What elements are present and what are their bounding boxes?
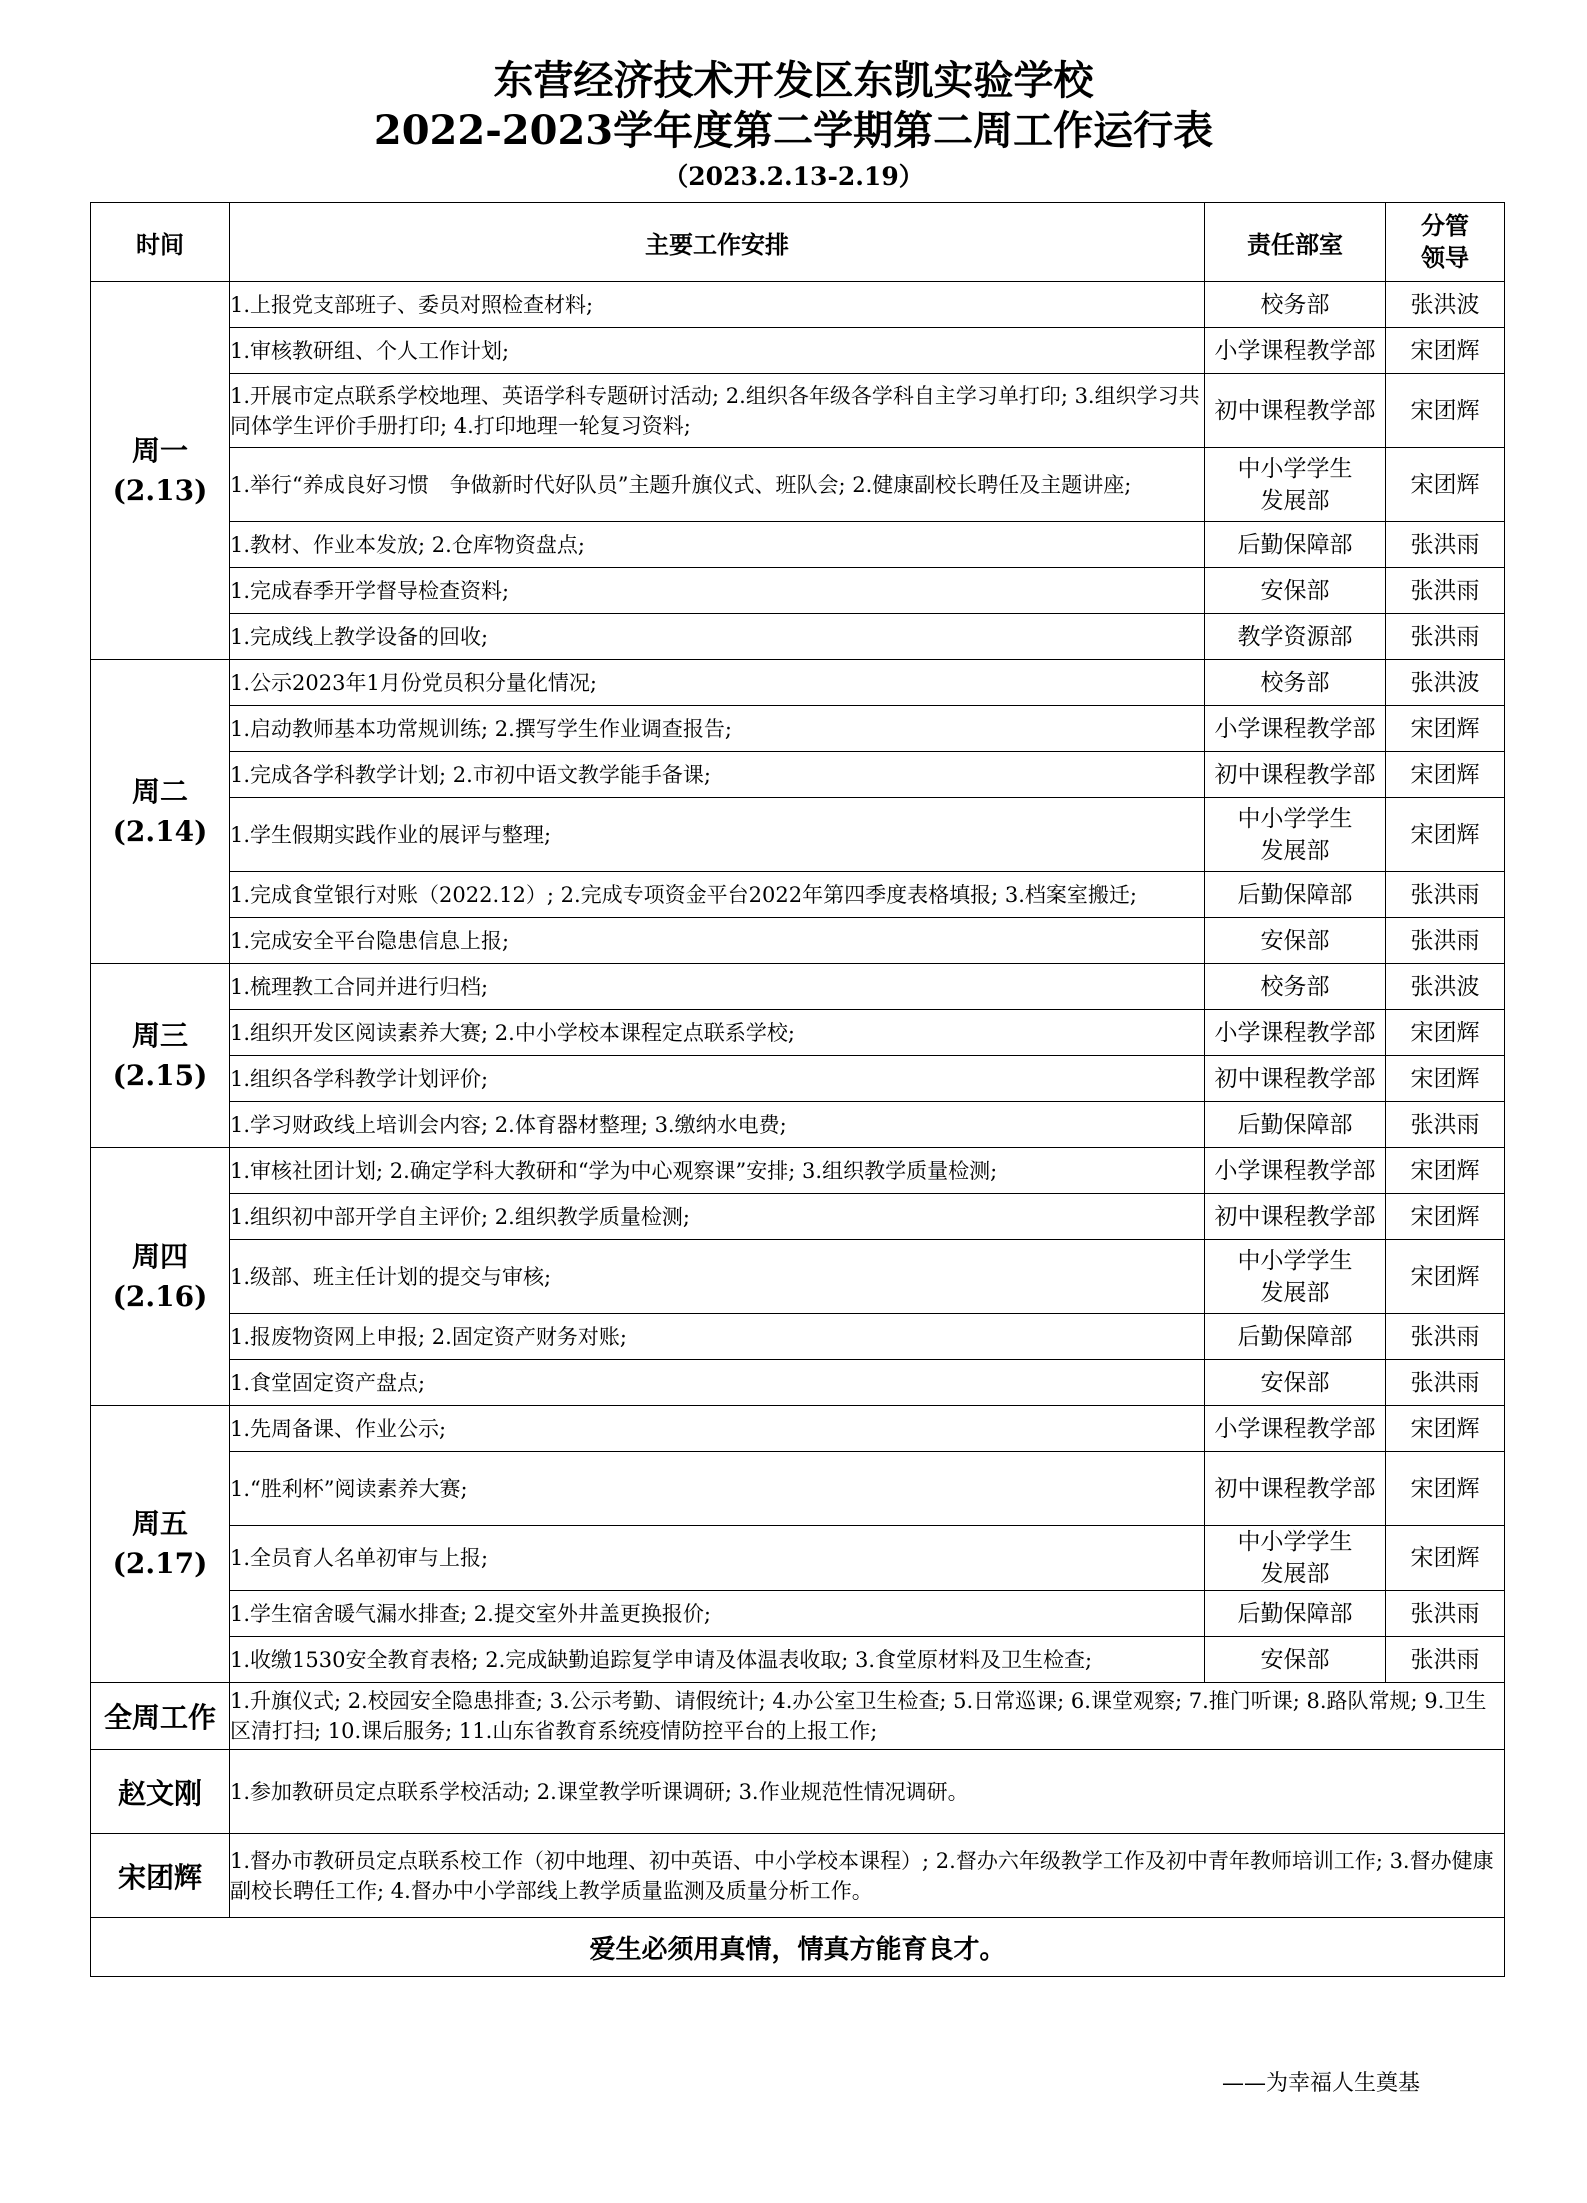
task-cell: 1.报废物资网上申报; 2.固定资产财务对账; (230, 1314, 1205, 1360)
leader-cell: 张洪雨 (1386, 1314, 1505, 1360)
dept-cell (1205, 918, 1386, 964)
dept-cell (1205, 1010, 1386, 1056)
header-dept: 责任部室 (1205, 203, 1386, 282)
task-cell: 1.学生假期实践作业的展评与整理; (230, 798, 1205, 872)
day-cell (91, 1148, 230, 1406)
day-cell (91, 660, 230, 964)
leader-duties: 1.督办市教研员定点联系校工作（初中地理、初中英语、中小学校本课程）; 2.督办六年级教学工作及初中青年教师培训工作; 3.督办健康副校长聘任工作; 4.督办中小学部线上教学质量监测及质量分析工作。 (230, 1834, 1505, 1918)
header-leader-text: 分管领导 (1421, 212, 1469, 272)
schedule-title: 2022-2023学年度第二学期第二周工作运行表 (373, 107, 1214, 154)
leader-cell: 张洪波 (1386, 964, 1505, 1010)
dept-cell (1205, 1406, 1386, 1452)
task-cell: 1.审核社团计划; 2.确定学科大教研和“学为中心观察课”安排; 3.组织教学质量检测; (230, 1148, 1205, 1194)
leader-name: 宋团辉 (91, 1834, 230, 1918)
leader-name: 赵文刚 (91, 1750, 230, 1834)
table-row (91, 1637, 1505, 1683)
header-time: 时间 (91, 203, 230, 282)
leader-cell: 张洪雨 (1386, 1591, 1505, 1637)
leader-cell: 宋团辉 (1386, 448, 1505, 522)
task-cell: 1.学习财政线上培训会内容; 2.体育器材整理; 3.缴纳水电费; (230, 1102, 1205, 1148)
table-row (91, 1406, 1505, 1452)
header-tasks: 主要工作安排 (230, 203, 1205, 282)
motto-row (91, 1918, 1505, 1977)
task-cell: 1.梳理教工合同并进行归档; (230, 964, 1205, 1010)
leader-cell: 宋团辉 (1386, 1056, 1505, 1102)
table-row (91, 1056, 1505, 1102)
dept-name: 中小学学生发展部 (1237, 1529, 1353, 1587)
schedule-body (91, 282, 1505, 1977)
task-cell: 1.开展市定点联系学校地理、英语学科专题研讨活动; 2.组织各年级各学科自主学习单打印; 3.组织学习共同体学生评价手册打印; 4.打印地理一轮复习资料; (230, 374, 1205, 448)
day-date: (2.17) (112, 1547, 208, 1580)
table-row (91, 448, 1505, 522)
task-cell: 1.组织各学科教学计划评价; (230, 1056, 1205, 1102)
dept-name: 小学课程教学部 (1214, 715, 1376, 742)
leader-cell: 张洪雨 (1386, 522, 1505, 568)
day-cell (91, 964, 230, 1148)
table-row (91, 1102, 1505, 1148)
dept-name: 小学课程教学部 (1214, 1019, 1376, 1046)
task-cell: 1.举行“养成良好习惯 争做新时代好队员”主题升旗仪式、班队会; 2.健康副校长聘任及主题讲座; (230, 448, 1205, 522)
dept-cell (1205, 568, 1386, 614)
table-row (91, 918, 1505, 964)
day-name: 周三 (131, 1018, 188, 1052)
leader-cell: 宋团辉 (1386, 752, 1505, 798)
leader-cell: 宋团辉 (1386, 1148, 1505, 1194)
leader-cell: 张洪雨 (1386, 568, 1505, 614)
dept-cell (1205, 448, 1386, 522)
dept-name: 小学课程教学部 (1214, 1157, 1376, 1184)
dept-name: 中小学学生发展部 (1237, 1247, 1353, 1306)
dept-cell (1205, 752, 1386, 798)
dept-name: 后勤保障部 (1237, 1323, 1353, 1350)
date-range: （2023.2.13-2.19） (663, 162, 924, 191)
task-cell: 1.完成线上教学设备的回收; (230, 614, 1205, 660)
dept-name: 中小学学生发展部 (1237, 455, 1353, 514)
dept-name: 后勤保障部 (1237, 531, 1353, 558)
dept-cell (1205, 706, 1386, 752)
day-name: 周二 (131, 774, 188, 808)
day-name: 周一 (131, 433, 188, 467)
day-date: (2.14) (112, 814, 208, 848)
leader-cell: 宋团辉 (1386, 706, 1505, 752)
day-name: 周四 (131, 1239, 188, 1273)
school-title: 东营经济技术开发区东凯实验学校 (493, 57, 1094, 104)
dept-cell (1205, 660, 1386, 706)
table-row (91, 1010, 1505, 1056)
dept-name: 安保部 (1260, 577, 1330, 604)
table-row (91, 1526, 1505, 1591)
dept-name: 校务部 (1260, 973, 1330, 1000)
dept-cell (1205, 964, 1386, 1010)
table-row (91, 282, 1505, 328)
table-row (91, 328, 1505, 374)
header-leader (1386, 203, 1505, 282)
task-cell: 1.先周备课、作业公示; (230, 1406, 1205, 1452)
full-week-row (91, 1683, 1505, 1750)
leader-cell: 宋团辉 (1386, 328, 1505, 374)
dept-cell (1205, 1240, 1386, 1314)
leader-cell: 宋团辉 (1386, 1194, 1505, 1240)
dept-cell (1205, 1591, 1386, 1637)
task-cell: 1.全员育人名单初审与上报; (230, 1526, 1205, 1591)
task-cell: 1.完成春季开学督导检查资料; (230, 568, 1205, 614)
document-header (0, 56, 1587, 196)
task-cell: 1.启动教师基本功常规训练; 2.撰写学生作业调查报告; (230, 706, 1205, 752)
dept-name: 初中课程教学部 (1214, 1475, 1376, 1502)
leader-cell: 张洪波 (1386, 660, 1505, 706)
table-row (91, 872, 1505, 918)
leader-duty-row (91, 1834, 1505, 1918)
table-row (91, 568, 1505, 614)
dept-name: 中小学学生发展部 (1237, 805, 1353, 864)
leader-cell: 宋团辉 (1386, 1452, 1505, 1526)
schedule-table (90, 202, 1505, 1977)
leader-cell: 宋团辉 (1386, 1240, 1505, 1314)
leader-duties: 1.参加教研员定点联系学校活动; 2.课堂教学听课调研; 3.作业规范性情况调研。 (230, 1750, 1505, 1834)
table-row (91, 1314, 1505, 1360)
dept-cell (1205, 522, 1386, 568)
dept-cell (1205, 282, 1386, 328)
table-row (91, 614, 1505, 660)
leader-cell: 张洪雨 (1386, 1102, 1505, 1148)
dept-cell (1205, 1056, 1386, 1102)
task-cell: 1.上报党支部班子、委员对照检查材料; (230, 282, 1205, 328)
dept-name: 后勤保障部 (1237, 881, 1353, 908)
task-cell: 1.“胜利杯”阅读素养大赛; (230, 1452, 1205, 1526)
leader-cell: 宋团辉 (1386, 1526, 1505, 1591)
table-row (91, 1194, 1505, 1240)
table-row (91, 522, 1505, 568)
dept-cell (1205, 1314, 1386, 1360)
day-cell (91, 1406, 230, 1683)
dept-cell (1205, 1452, 1386, 1526)
leader-duty-row (91, 1750, 1505, 1834)
full-week-tasks: 1.升旗仪式; 2.校园安全隐患排查; 3.公示考勤、请假统计; 4.办公室卫生检查; 5.日常巡课; 6.课堂观察; 7.推门听课; 8.路队常规; 9.卫生区清打扫; 10.课后服务; 11.山东省教育系统疫情防控平台的上报工作; (230, 1683, 1505, 1750)
leader-cell: 宋团辉 (1386, 1010, 1505, 1056)
leader-cell: 张洪雨 (1386, 1637, 1505, 1683)
dept-cell (1205, 798, 1386, 872)
task-cell: 1.审核教研组、个人工作计划; (230, 328, 1205, 374)
leader-cell: 张洪波 (1386, 282, 1505, 328)
task-cell: 1.级部、班主任计划的提交与审核; (230, 1240, 1205, 1314)
dept-cell (1205, 328, 1386, 374)
table-row (91, 798, 1505, 872)
task-cell: 1.组织开发区阅读素养大赛; 2.中小学校本课程定点联系学校; (230, 1010, 1205, 1056)
task-cell: 1.组织初中部开学自主评价; 2.组织教学质量检测; (230, 1194, 1205, 1240)
dept-name: 安保部 (1260, 1646, 1330, 1673)
table-row (91, 1591, 1505, 1637)
leader-cell: 宋团辉 (1386, 1406, 1505, 1452)
dept-name: 小学课程教学部 (1214, 337, 1376, 364)
dept-name: 初中课程教学部 (1214, 1065, 1376, 1092)
dept-name: 小学课程教学部 (1214, 1415, 1376, 1442)
leader-cell: 宋团辉 (1386, 798, 1505, 872)
leader-cell: 张洪雨 (1386, 918, 1505, 964)
table-row (91, 1148, 1505, 1194)
table-row (91, 660, 1505, 706)
table-row (91, 374, 1505, 448)
footer-slogan: ——为幸福人生奠基 (1222, 2071, 1421, 2096)
dept-cell (1205, 1194, 1386, 1240)
dept-name: 初中课程教学部 (1214, 1203, 1376, 1230)
task-cell: 1.收缴1530安全教育表格; 2.完成缺勤追踪复学申请及体温表收取; 3.食堂原材料及卫生检查; (230, 1637, 1205, 1683)
dept-cell (1205, 1360, 1386, 1406)
table-row (91, 1360, 1505, 1406)
dept-name: 后勤保障部 (1237, 1111, 1353, 1138)
dept-cell (1205, 1148, 1386, 1194)
task-cell: 1.公示2023年1月份党员积分量化情况; (230, 660, 1205, 706)
day-name: 周五 (131, 1507, 188, 1540)
dept-cell (1205, 872, 1386, 918)
dept-name: 校务部 (1260, 291, 1330, 318)
full-week-label: 全周工作 (91, 1683, 230, 1750)
leader-cell: 张洪雨 (1386, 1360, 1505, 1406)
leader-cell: 宋团辉 (1386, 374, 1505, 448)
dept-cell (1205, 614, 1386, 660)
task-cell: 1.食堂固定资产盘点; (230, 1360, 1205, 1406)
dept-name: 教学资源部 (1237, 623, 1353, 650)
task-cell: 1.完成食堂银行对账（2022.12）; 2.完成专项资金平台2022年第四季度表格填报; 3.档案室搬迁; (230, 872, 1205, 918)
table-row (91, 752, 1505, 798)
motto-text: 爱生必须用真情，情真方能育良才。 (91, 1918, 1505, 1977)
dept-cell (1205, 1637, 1386, 1683)
day-date: (2.15) (112, 1058, 208, 1092)
table-row (91, 706, 1505, 752)
leader-cell: 张洪雨 (1386, 872, 1505, 918)
task-cell: 1.教材、作业本发放; 2.仓库物资盘点; (230, 522, 1205, 568)
table-row (91, 964, 1505, 1010)
dept-name: 安保部 (1260, 1369, 1330, 1396)
dept-name: 后勤保障部 (1237, 1600, 1353, 1627)
table-header-row (91, 203, 1505, 282)
dept-name: 校务部 (1260, 669, 1330, 696)
task-cell: 1.完成各学科教学计划; 2.市初中语文教学能手备课; (230, 752, 1205, 798)
day-date: (2.16) (112, 1279, 208, 1313)
day-date: (2.13) (112, 473, 208, 507)
table-row (91, 1240, 1505, 1314)
dept-name: 安保部 (1260, 927, 1330, 954)
dept-name: 初中课程教学部 (1214, 397, 1376, 424)
table-row (91, 1452, 1505, 1526)
day-cell (91, 282, 230, 660)
dept-name: 初中课程教学部 (1214, 761, 1376, 788)
dept-cell (1205, 374, 1386, 448)
task-cell: 1.完成安全平台隐患信息上报; (230, 918, 1205, 964)
leader-cell: 张洪雨 (1386, 614, 1505, 660)
dept-cell (1205, 1526, 1386, 1591)
dept-cell (1205, 1102, 1386, 1148)
task-cell: 1.学生宿舍暖气漏水排查; 2.提交室外井盖更换报价; (230, 1591, 1205, 1637)
